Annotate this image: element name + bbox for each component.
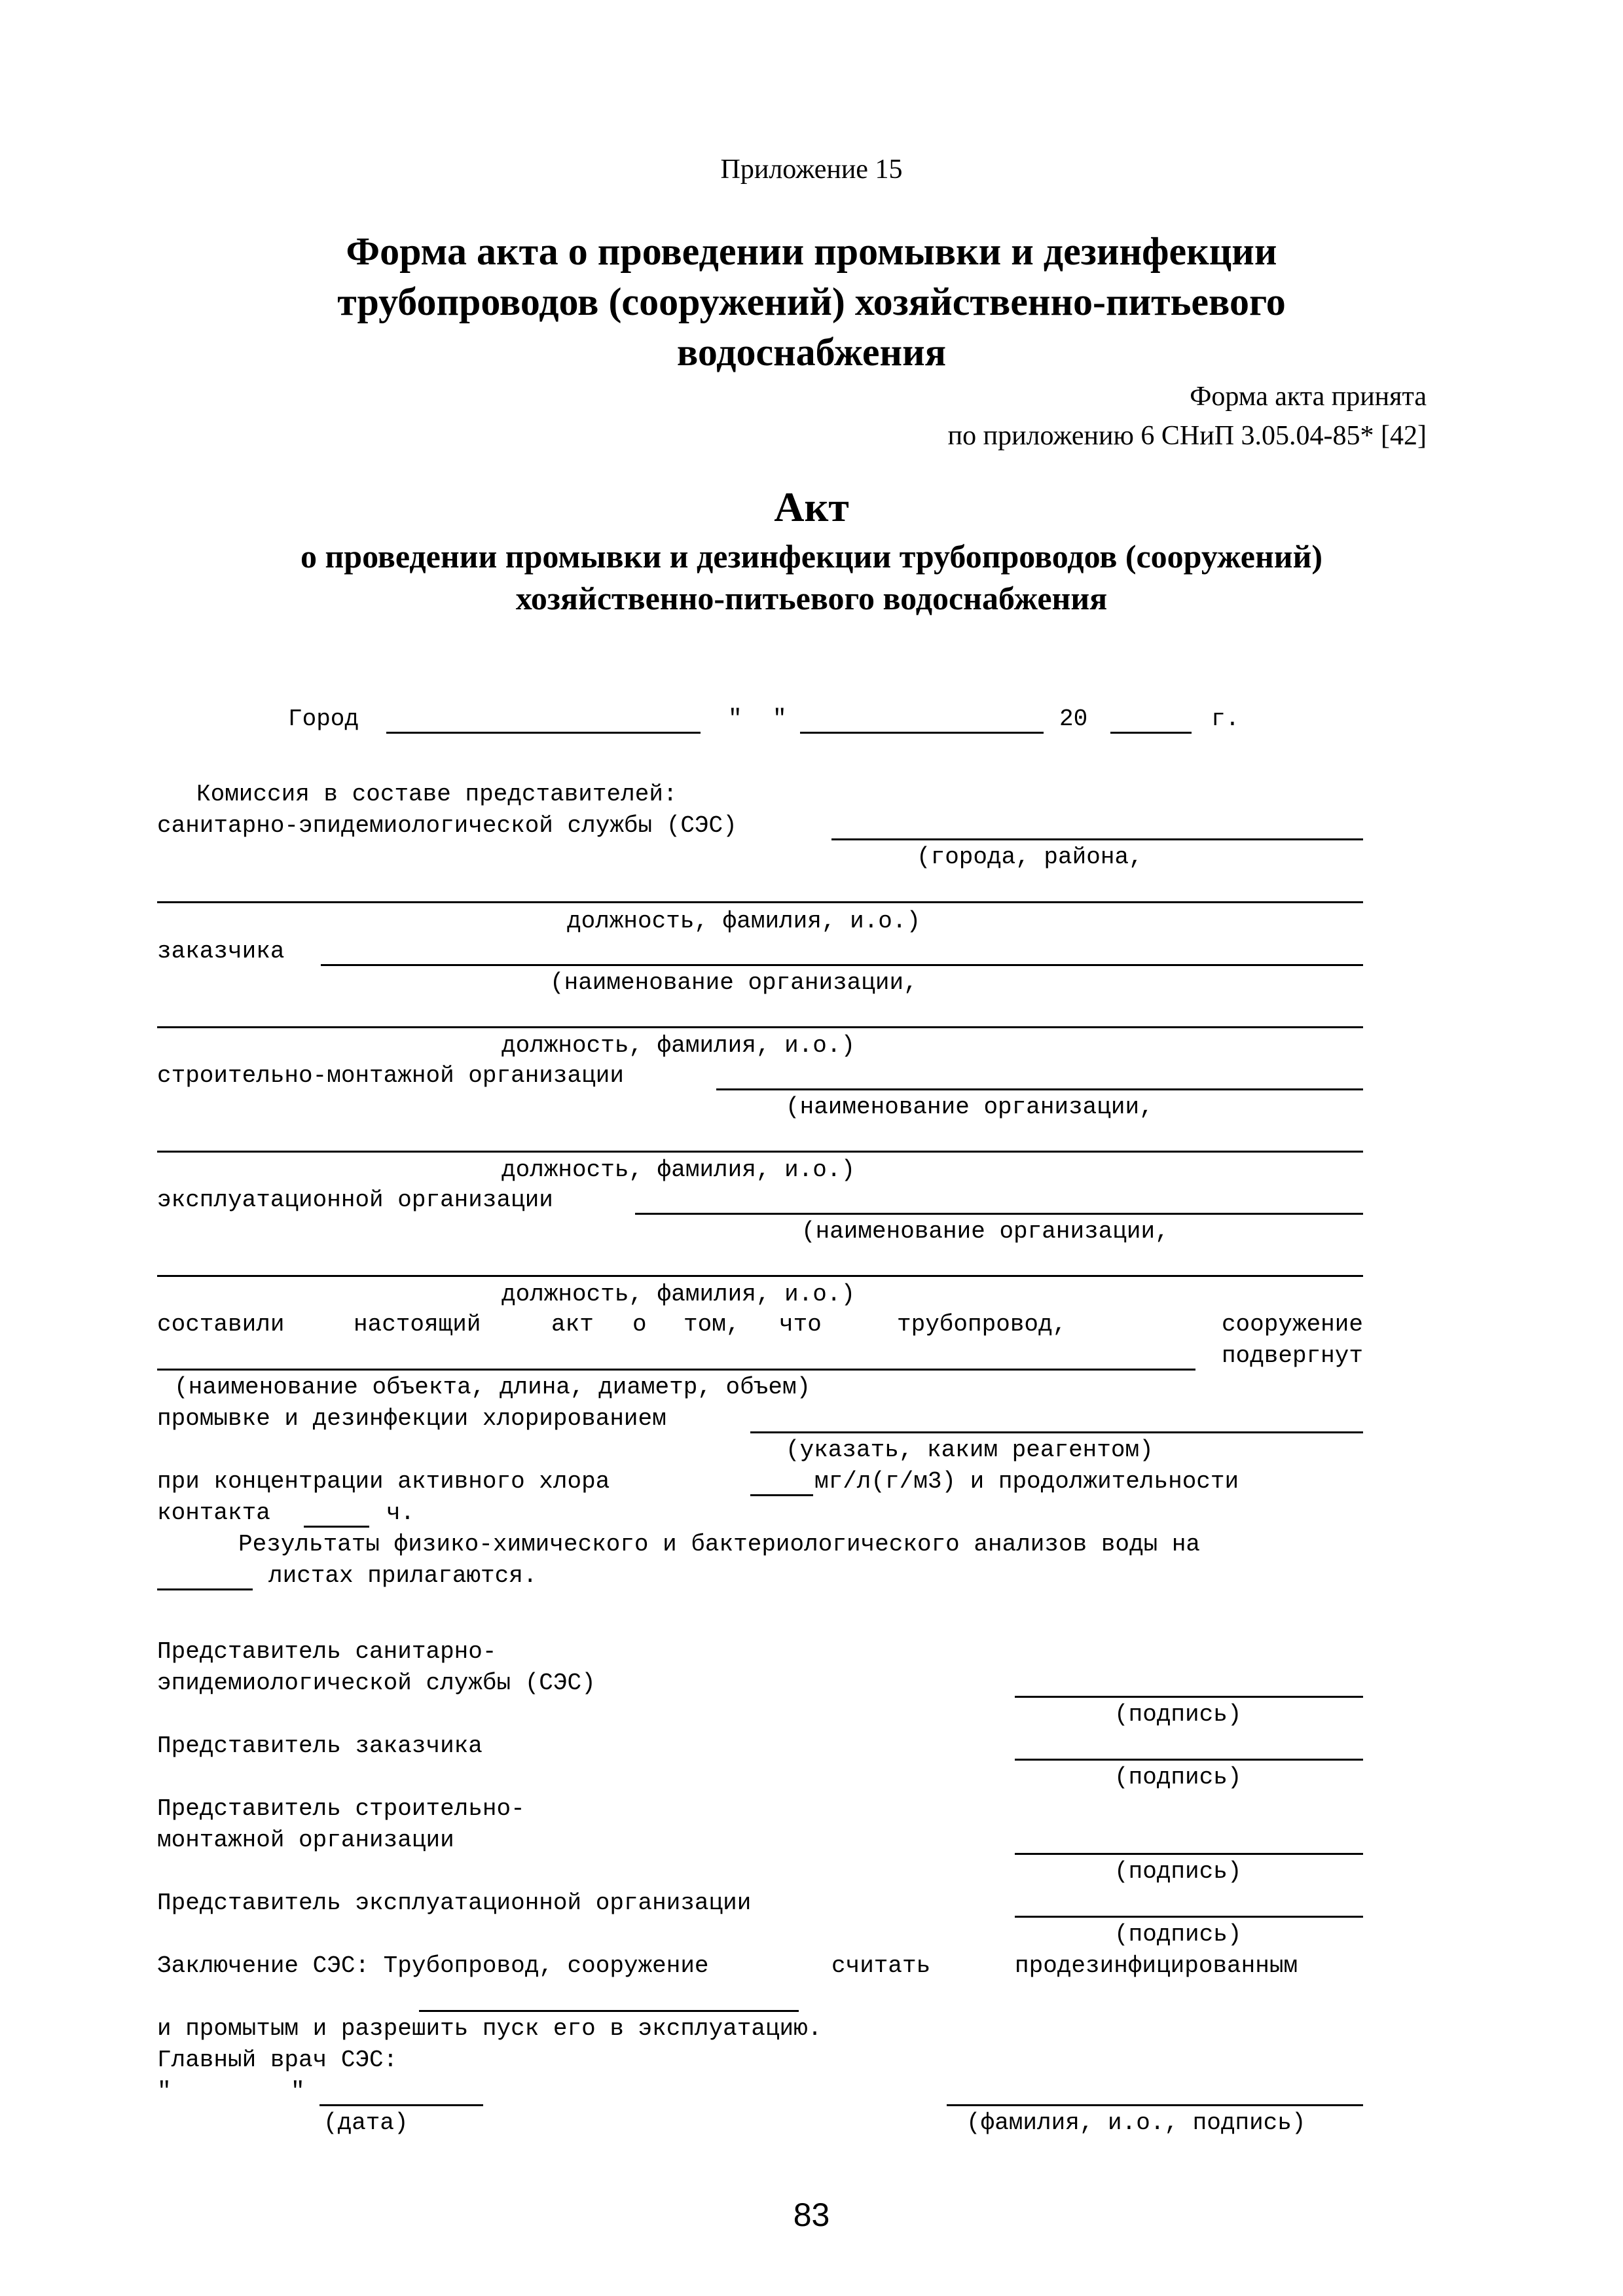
act-subtitle-line-1: о проведении промывки и дезинфекции трубопроводов (сооружений) [300,538,1323,575]
customer-field-2[interactable] [157,1026,1363,1028]
form-title-line-3: водоснабжения [676,331,947,374]
act-subtitle-line-2: хозяйственно-питьевого водоснабжения [515,580,1108,617]
conclusion-field[interactable] [419,2010,799,2012]
form-title-line-1: Форма акта о проведении промывки и дезинфекции [346,230,1277,273]
results-line-2: листах прилагаются. [268,1562,538,1589]
date-hint: (дата) [323,2109,409,2136]
customer-rep: Представитель заказчика [157,1732,483,1759]
commission-intro: Комиссия в составе представителей: [196,781,678,808]
object-hint: (наименование объекта, длина, диаметр, объем) [174,1374,811,1401]
signature-hint: (подпись) [1114,1764,1242,1791]
signature-hint: (подпись) [1114,1858,1242,1885]
chief-signature-field[interactable] [947,2104,1363,2106]
operator-signature-field[interactable] [1015,1916,1363,1918]
signature-hint: (подпись) [1114,1921,1242,1948]
conclusion-line-2: и промытым и разрешить пуск его в эксплуатацию. [157,2015,822,2042]
date-field[interactable] [800,732,1044,734]
body-word: составили [157,1311,285,1338]
body-word: акт [551,1311,594,1338]
year-prefix: 20 [1059,706,1088,732]
body-word: том, [684,1311,740,1338]
operator-field[interactable] [635,1213,1363,1215]
reagent-hint: (указать, каким реагентом) [786,1437,1154,1463]
page-number: 83 [793,2197,830,2233]
conclusion-part-3: продезинфицированным [1015,1952,1298,1979]
ses-field-2[interactable] [157,901,1363,903]
chlorination-label: промывке и дезинфекции хлорированием [157,1405,666,1432]
act-title: Акт [774,484,849,530]
body-word: настоящий [354,1311,481,1338]
builder-rep-line-1: Представитель строительно- [157,1795,525,1822]
customer-signature-field[interactable] [1015,1759,1363,1761]
ses-signature-field[interactable] [1015,1696,1363,1698]
customer-label: заказчика [157,938,285,965]
contact-field[interactable] [304,1526,369,1528]
contact-label: контакта [157,1499,270,1526]
ses-hint-1: (города, района, [917,844,1143,870]
chief-doctor-label: Главный врач СЭС: [157,2047,398,2073]
customer-field[interactable] [321,964,1363,966]
operator-label: эксплуатационной организации [157,1187,553,1213]
builder-label: строительно-монтажной организации [157,1062,624,1089]
city-field[interactable] [386,732,701,734]
conclusion-part-2: считать [831,1952,931,1979]
builder-field[interactable] [716,1088,1363,1090]
operator-field-2[interactable] [157,1275,1363,1277]
ses-label: санитарно-эпидемиологической службы (СЭС) [157,812,737,839]
ses-rep-line-2: эпидемиологической службы (СЭС) [157,1670,596,1696]
year-suffix: г. [1211,706,1240,732]
subjected-label: подвергнут [1221,1342,1363,1369]
operator-rep: Представитель эксплуатационной организации [157,1890,752,1916]
ses-field[interactable] [831,838,1363,840]
quote-open: " [728,706,742,732]
builder-signature-field[interactable] [1015,1853,1363,1855]
form-note-line-1: Форма акта принята [1190,382,1427,412]
quote-close: " [773,706,787,732]
ses-rep-line-1: Представитель санитарно- [157,1638,497,1665]
body-word: о [632,1311,647,1338]
body-word: сооружение [1221,1311,1363,1338]
sheets-field[interactable] [157,1588,253,1590]
concentration-field[interactable] [750,1494,813,1496]
operator-hint-2: должность, фамилия, и.о.) [501,1281,856,1308]
conclusion-part-1: Заключение СЭС: Трубопровод, сооружение [157,1952,709,1979]
builder-hint-2: должность, фамилия, и.о.) [501,1157,856,1183]
body-word: что [779,1311,822,1338]
signature-hint: (подпись) [1114,1701,1242,1728]
object-field[interactable] [157,1369,1195,1371]
builder-rep-line-2: монтажной организации [157,1827,454,1854]
concentration-unit: мг/л(г/м3) и продолжительности [814,1468,1239,1495]
appendix-label: Приложение 15 [720,154,903,185]
customer-hint-2: должность, фамилия, и.о.) [501,1032,856,1059]
date-quote-open: " [157,2078,172,2105]
form-note-line-2: по приложению 6 СНиП 3.05.04-85* [42] [947,421,1427,451]
chief-signature-hint: (фамилия, и.о., подпись) [966,2109,1306,2136]
ses-hint-2: должность, фамилия, и.о.) [567,908,921,935]
customer-hint-1: (наименование организации, [550,969,918,996]
results-line-1: Результаты физико-химического и бактериологического анализов воды на [238,1531,1201,1558]
reagent-field[interactable] [750,1431,1363,1433]
chief-date-field[interactable] [319,2104,483,2106]
builder-hint-1: (наименование организации, [786,1094,1154,1121]
city-label: Город [288,706,359,732]
year-field[interactable] [1110,732,1192,734]
body-word: трубопровод, [897,1311,1067,1338]
date-quote-close: " [291,2078,305,2105]
form-title-line-2: трубопроводов (сооружений) хозяйственно-питьевого [337,280,1286,323]
builder-field-2[interactable] [157,1151,1363,1153]
concentration-label: при концентрации активного хлора [157,1468,610,1495]
contact-unit: ч. [386,1499,415,1526]
operator-hint-1: (наименование организации, [801,1218,1169,1245]
